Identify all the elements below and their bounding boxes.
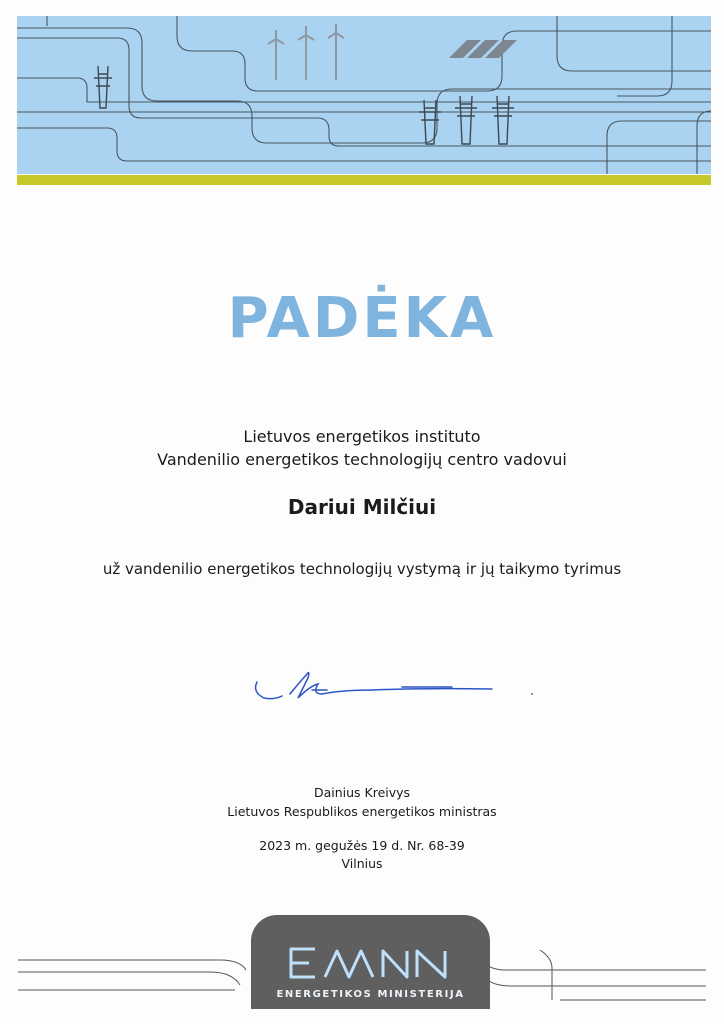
addressee-position: Vandenilio energetikos technologijų centro vadovui	[157, 450, 567, 469]
handwritten-signature	[252, 664, 542, 712]
ministry-name: ENERGETIKOS MINISTERIJA	[276, 989, 465, 1000]
emin-logo-mark	[285, 945, 455, 981]
award-reason: už vandenilio energetikos technologijų vystymą ir jų taikymo tyrimus	[102, 560, 622, 578]
recipient-name: Dariui Milčiui	[287, 495, 437, 519]
addressee-institute: Lietuvos energetikos instituto	[243, 427, 481, 446]
energy-grid-banner	[17, 16, 711, 174]
ministry-logo	[251, 915, 490, 1009]
signatory-position: Lietuvos Respublikos energetikos ministras	[227, 804, 497, 819]
certificate-title: PADĖKA	[227, 286, 497, 351]
signatory-name: Dainius Kreivys	[313, 785, 411, 800]
document-place: Vilnius	[341, 856, 383, 871]
accent-strip	[17, 175, 711, 185]
document-date-number: 2023 m. gegužės 19 d. Nr. 68-39	[259, 838, 465, 853]
grid-illustration	[17, 16, 711, 174]
